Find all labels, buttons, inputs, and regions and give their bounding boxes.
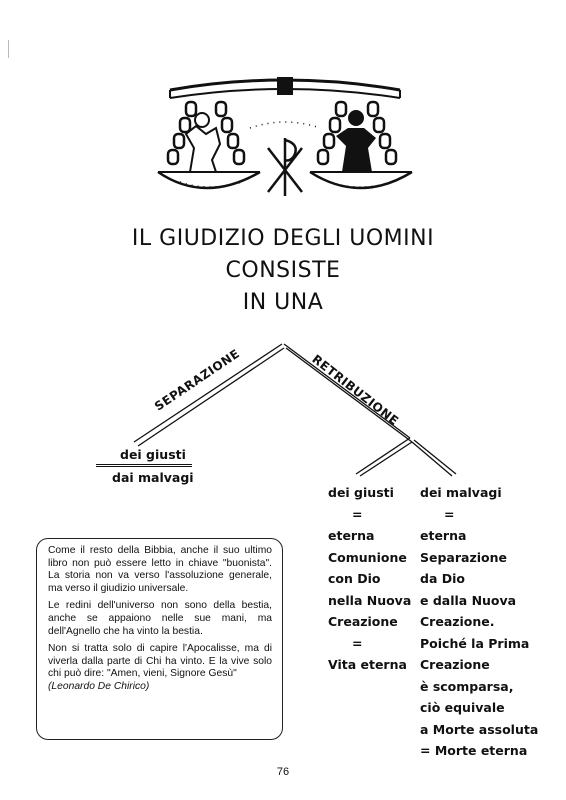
page-number: 76 bbox=[276, 766, 290, 778]
just-result: Vita eterna bbox=[328, 657, 407, 672]
wicked-line: da Dio bbox=[420, 571, 465, 586]
quote-paragraph-1: Come il resto della Bibbia, anche il suo ultimo libro non può essere letto in chiave "buonista". La storia non va verso l'assoluzione generale, ma verso il giudizio universale. bbox=[48, 545, 272, 594]
wicked-line: Separazione bbox=[420, 549, 507, 565]
title-line-3: IN UNA bbox=[242, 290, 324, 315]
separation-divider-2 bbox=[96, 466, 192, 467]
separation-label: SEPARAZIONE bbox=[152, 346, 243, 414]
wicked-line: è scomparsa, bbox=[420, 678, 514, 694]
wicked-header: dei malvagi bbox=[420, 485, 502, 500]
quote-box bbox=[36, 538, 283, 740]
quote-paragraph-3: Non si tratta solo di capire l'Apocalisse, ma di viverla dalla parte di Chi ha vinto. E la vive solo chi può dire: "Amen, vieni, Signore Gesù" bbox=[48, 643, 272, 680]
separation-wicked: dai malvagi bbox=[112, 470, 194, 485]
margin-mark bbox=[8, 40, 9, 58]
wicked-equals-1: = bbox=[444, 506, 455, 522]
just-equals-2: = bbox=[352, 635, 363, 651]
just-line: eterna bbox=[328, 528, 375, 543]
just-line: Comunione bbox=[328, 549, 407, 565]
retribution-label: RETRIBUZIONE bbox=[309, 352, 402, 429]
title-line-1: IL GIUDIZIO DEGLI UOMINI bbox=[131, 226, 435, 251]
just-line: Creazione bbox=[328, 614, 398, 629]
title-line-2: CONSISTE bbox=[225, 258, 341, 283]
wicked-line: Creazione. bbox=[420, 614, 495, 629]
just-line: con Dio bbox=[328, 571, 381, 586]
wicked-line: = Morte eterna bbox=[420, 743, 528, 758]
scales-of-judgment-illustration bbox=[150, 68, 420, 208]
quote-paragraph-2: Le redini dell'universo non sono della bestia, anche se appaiono nelle sue mani, ma dell'Agnello che ha vinto la bestia. bbox=[48, 600, 272, 637]
wicked-line: Creazione bbox=[420, 657, 490, 672]
just-column bbox=[328, 482, 411, 676]
wicked-line: Poiché la Prima bbox=[420, 635, 530, 651]
just-header: dei giusti bbox=[328, 485, 394, 500]
wicked-column bbox=[420, 482, 538, 762]
separation-divider bbox=[96, 464, 192, 465]
just-equals-1: = bbox=[352, 506, 363, 522]
quote-author: (Leonardo De Chirico) bbox=[48, 680, 150, 692]
just-line: nella Nuova bbox=[328, 592, 412, 608]
wicked-line: ciò equivale bbox=[420, 700, 505, 715]
wicked-line: a Morte assoluta bbox=[420, 721, 539, 737]
separation-just: dei giusti bbox=[120, 447, 186, 462]
wicked-line: eterna bbox=[420, 528, 467, 543]
wicked-line: e dalla Nuova bbox=[420, 592, 517, 608]
branching-diagram bbox=[0, 330, 566, 490]
